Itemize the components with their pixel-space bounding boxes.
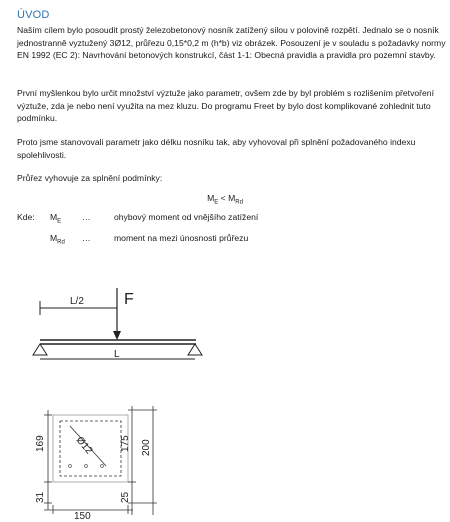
- where-label: Kde:: [17, 212, 35, 222]
- definition-dots: …: [82, 233, 91, 243]
- formula-rhs: M: [228, 193, 236, 203]
- rebar-circle: [101, 465, 104, 468]
- paragraph-first-idea: První myšlenkou bylo určit množství výztuže jako parametr, ovšem zde by byl problém s rozlišením přetvoření výztuže, zda je nebo není využita na mez kluzu. Do programu Freet by bylo dost komplikované zohlednit tuto podmínku.: [17, 88, 434, 123]
- formula-lhs-subscript: E: [214, 199, 219, 206]
- formula-rhs-subscript: Rd: [235, 199, 243, 206]
- definition-symbol: $M_E$: [50, 212, 62, 225]
- dim-25: 25: [120, 491, 131, 503]
- dim-150: 150: [74, 511, 91, 522]
- paragraph-goal: Naším cílem bylo posoudit prostý železobetonový nosník zatížený silou v polovině rozpětí. Jednalo se o nosník jednostranně vyztužený 3Ø12, průřezu 0,15*0,2 m (h*b) viz obrázek. Posouzení je v souladu s požadavky normy EN 1992 (EC 2): Navrhování betonových konstrukcí, část 1-1: Obecná pravidla a pravidla pro pozemní stavby.: [17, 25, 446, 60]
- dim-169: 169: [35, 435, 46, 452]
- force-label: F: [124, 291, 134, 308]
- definition-description: moment na mezi únosnosti průřezu: [114, 233, 249, 243]
- definition-description: ohybový moment od vnějšího zatížení: [114, 212, 259, 222]
- dim-31: 31: [35, 491, 46, 503]
- formula-lhs: M: [207, 193, 215, 203]
- definition-dots: …: [82, 212, 91, 222]
- bar-diameter-label: Ø12: [73, 434, 95, 457]
- rebar-circle: [85, 465, 88, 468]
- span-label: L: [114, 349, 120, 360]
- rebar-circle: [69, 465, 72, 468]
- section-heading: ÚVOD: [17, 9, 50, 21]
- paragraph-parameter: Proto jsme stanovovali parametr jako délku nosníku tak, aby vyhovoval při splnění požadovaného indexu spolehlivosti.: [17, 137, 416, 160]
- dim-175: 175: [120, 435, 131, 452]
- formula-operator: <: [218, 193, 229, 203]
- paragraph-condition-intro: Průřez vyhovuje za splnění podmínky:: [17, 173, 163, 183]
- half-span-label: L/2: [70, 296, 84, 307]
- dim-200: 200: [141, 439, 152, 456]
- definition-symbol: $M_{Rd}$: [50, 233, 65, 246]
